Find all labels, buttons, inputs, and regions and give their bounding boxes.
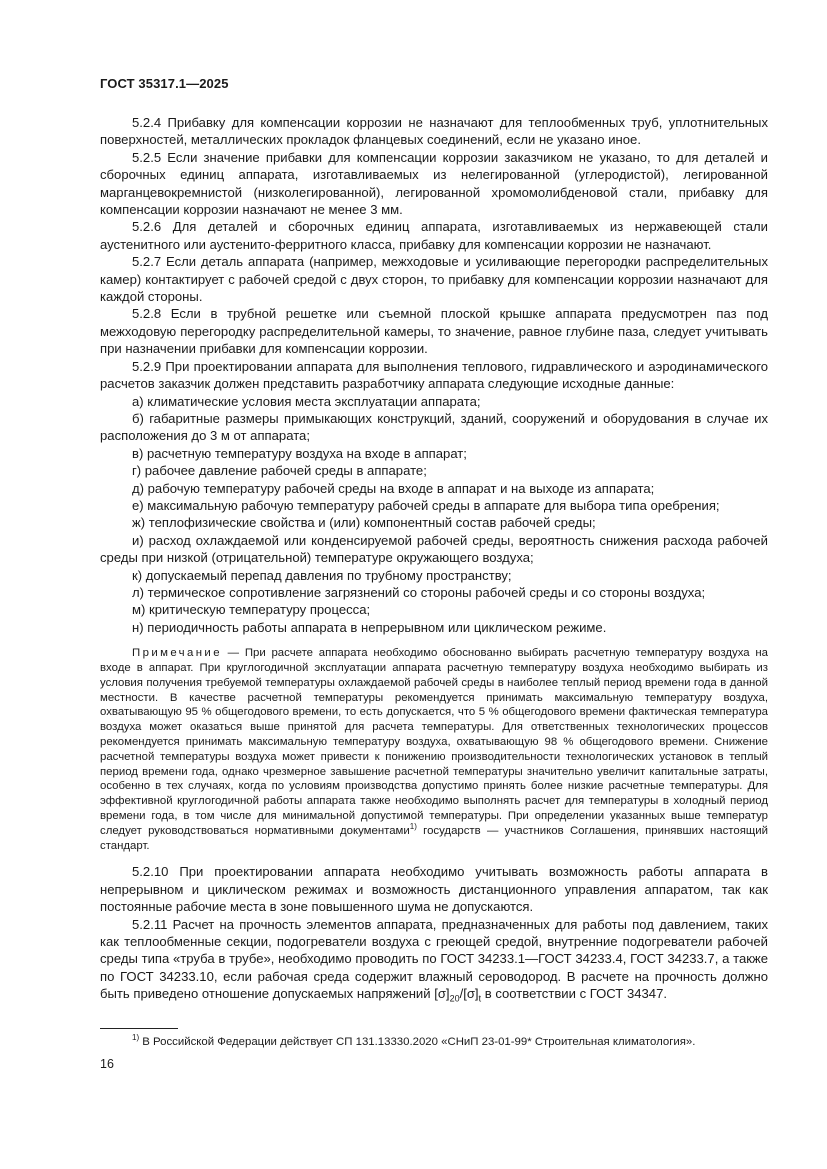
list-item: е) максимальную рабочую температуру рабочей среды в аппарате для выбора типа оребрения; xyxy=(132,497,720,513)
paragraph-5-2-11-end: в соответствии с ГОСТ 34347. xyxy=(481,986,667,1002)
list-item: ж) теплофизические свойства и (или) компонентный состав рабочей среды; xyxy=(132,515,596,531)
document-header: ГОСТ 35317.1—2025 xyxy=(100,76,229,91)
paragraph-5-2-11 xyxy=(100,916,768,1003)
list-item: н) периодичность работы аппарата в непрерывном или циклическом режиме. xyxy=(132,619,607,635)
list-item: в) расчетную температуру воздуха на входе в аппарат; xyxy=(132,445,467,461)
list-item: г) рабочее давление рабочей среды в аппарате; xyxy=(132,463,427,479)
footnote-marker: 1) xyxy=(132,1033,140,1043)
page-number: 16 xyxy=(100,1057,114,1071)
footnote-reference[interactable]: 1) xyxy=(409,821,417,831)
footnote-divider xyxy=(100,1028,178,1029)
footnote-text: В Российской Федерации действует СП 131.13330.2020 «СНиП 23-01-99* Строительная климатология». xyxy=(139,1036,696,1048)
document-body xyxy=(100,114,768,1003)
paragraph-5-2-4: 5.2.4 Прибавку для компенсации коррозии не назначают для теплообменных труб, уплотнительных поверхностей, металлических прокладок фланцевых соединений, если не указано иное. xyxy=(100,115,768,148)
paragraph-5-2-7: 5.2.7 Если деталь аппарата (например, межходовые и усиливающие перегородки распределительных камер) контактирует с рабочей средой с двух сторон, то прибавку для компенсации коррозии назначают для каждой стороны. xyxy=(100,254,768,305)
paragraph-5-2-8: 5.2.8 Если в трубной решетке или съемной плоской крышке аппарата предусмотрен паз под межходовую перегородку распределительной камеры, то значение, равное глубине паза, следует учитывать при назначении прибавки для компенсации коррозии. xyxy=(100,306,768,357)
note-label: Примечание xyxy=(132,647,222,660)
footnote xyxy=(100,1035,768,1049)
paragraph-5-2-9: 5.2.9 При проектировании аппарата для выполнения теплового, гидравлического и аэродинамического расчетов заказчик должен представить разработчику аппарата следующие исходные данные: xyxy=(100,358,768,392)
paragraph-5-2-6: 5.2.6 Для деталей и сборочных единиц аппарата, изготавливаемых из нержавеющей стали аустенитного или аустенито-ферритного класса, прибавку для компенсации коррозии не назначают. xyxy=(100,219,768,252)
subscript-t: t xyxy=(478,993,482,1004)
list-item: к) допускаемый перепад давления по трубному пространству; xyxy=(132,567,512,583)
note-dash: — xyxy=(221,647,245,660)
sigma-symbol: [σ] xyxy=(434,986,450,1002)
paragraph-5-2-10: 5.2.10 При проектировании аппарата необходимо учитывать возможность работы аппарата в непрерывном и циклическом режимах и возможность дистанционного управления аппаратом, так как постоянные рабочие места в зоне повышенного шума не допускаются. xyxy=(100,864,768,915)
paragraph-5-2-5: 5.2.5 Если значение прибавки для компенсации коррозии заказчиком не указано, то для деталей и сборочных единиц аппарата, изготавливаемых из нелегированной (углеродистой), легированной марганцевокремнистой (низколегированной), легированной хромомолибденовой стали, прибавку для компенсации коррозии назначают не менее 3 мм. xyxy=(100,149,768,218)
subscript-20: 20 xyxy=(449,993,460,1004)
note-text: При расчете аппарата необходимо обоснованно выбирать расчетную температуру воздуха на входе в аппарат. При круглогодичной эксплуатации аппарата расчетную температуру воздуха необходимо выбирать из условия получения требуемой температуры охлаждаемой рабочей среды в наиболее теплый период времени года в данной местности. В качестве расчетной температуры рекомендуется принимать максимальную температуру воздуха, охватывающую 95 % общегодового времени, то есть допускается, что 5 % общегодового времени фактическая температура воздуха может оказаться выше принятой для расчета температуры. Для ответственных технологических процессов рекомендуется принимать максимальную температуру воздуха, охватывающую 98 % общегодового времени. Снижение расчетной температуры воздуха может привести к понижению производительности технологических установок в теплый период времени года, однако чрезмерное завышение расчетной температуры значительно увеличит капитальные затраты, особенно в тех случаях, когда по условиям производства допустимо принять более низкие расчетные температуры. Для эффективной круглогодичной работы аппарата также необходимо выполнять расчет для температуры в холодный период времени года, в том числе для минимальной допустимой температуры. При определении указанных выше температур следует руководствоваться нормативными документами xyxy=(100,647,768,837)
list-item: б) габаритные размеры примыкающих конструкций, зданий, сооружений и оборудования в случае их расположения до 3 м от аппарата; xyxy=(100,410,768,444)
list-item: л) термическое сопротивление загрязнений со стороны рабочей среды и со стороны воздуха; xyxy=(132,584,706,600)
list-item: и) расход охлаждаемой или конденсируемой рабочей среды, вероятность снижения расхода рабочей среды при низкой (отрицательной) температуре окружающего воздуха; xyxy=(100,532,768,566)
list-item: м) критическую температуру процесса; xyxy=(132,602,371,618)
list-item: д) рабочую температуру рабочей среды на входе в аппарат и на выходе из аппарата; xyxy=(132,480,655,496)
paragraph-5-2-11-text: 5.2.11 Расчет на прочность элементов аппарата, предназначенных для работы под давлением, таких как теплообменные секции, подогреватели воздуха с греющей средой, внутренние подогреватели рабочей среды типа «труба в трубе», необходимо проводить по ГОСТ 34233.1—ГОСТ 34233.4, ГОСТ 34233.7, а также по ГОСТ 34233.10, если рабочая среда содержит влажный сероводород. В расчете на прочность должно быть приведено отношение допускаемых напряжений xyxy=(100,916,768,1002)
list-item: а) климатические условия места эксплуатации аппарата; xyxy=(132,393,481,409)
note-block xyxy=(100,646,768,853)
sigma-symbol-2: /[σ] xyxy=(459,986,479,1002)
note-text-end: государств — участников Соглашения, принявших настоящий стандарт. xyxy=(100,824,768,852)
